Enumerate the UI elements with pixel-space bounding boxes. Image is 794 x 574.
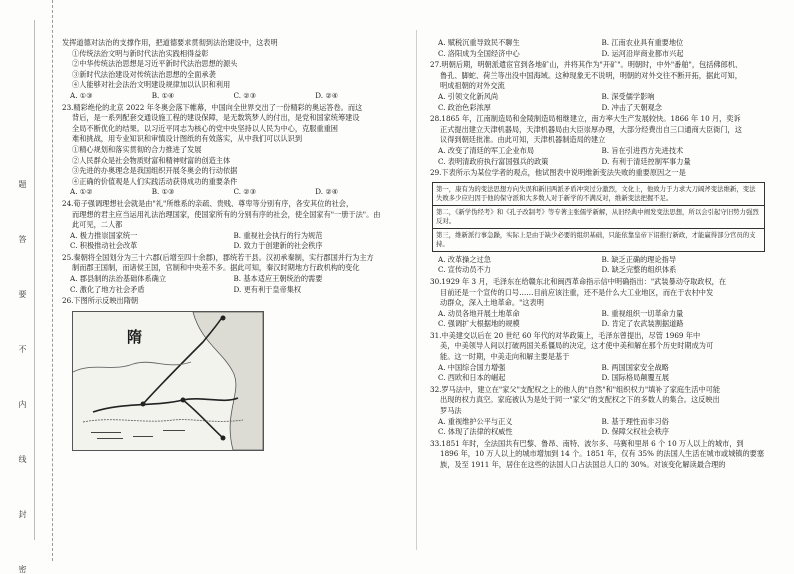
q24-stem: 而理想的君主应当运用礼法治理国家，使国家所有的分别有序的社会，使全国家有"一册于法"。由: [72, 209, 381, 219]
q33-stem: 族，及至 1911 年，居住在这些的法国人口占法国总人口的 30%。对该变化解读最合理的: [440, 460, 726, 469]
table-row: 第一，康有为的变法思想方向失误和新旧两派矛盾冲突过分激烈，文化上，他致力于力求大刀阔斧变法维新，变法失败多少应归因于他的保守派和大多数人对于新学的不满反对，维新变法把握不足。: [433, 183, 764, 206]
q29-stem: 29.下表所示为某位学者的观点，他试图表中说明维新变法失败的重要原因之一是: [430, 168, 686, 178]
question-30: [430, 277, 765, 330]
option-c[interactable]: C. 宣传动员不力: [438, 265, 491, 275]
option-b[interactable]: B. 基本适应王朝统治的需要: [233, 274, 323, 284]
option-d[interactable]: D. 缺乏完整的组织体系: [601, 265, 677, 275]
binding-label: 不: [18, 345, 27, 354]
question-24: [62, 199, 397, 252]
option-a[interactable]: A. 改革操之过急: [438, 254, 491, 264]
q22-item: ②中华传统法治思想是习近平新时代法治思想的源头: [72, 59, 238, 69]
table-row: 第二，《新学伪经考》和《孔子改制考》等专著主张儒学新解，从旧经典中阐发变法思想，所以会引起守旧势力强烈反对。: [433, 206, 764, 229]
binding-label: 内: [18, 400, 27, 409]
option-c[interactable]: C. 积极推动社会改革: [70, 241, 138, 251]
binding-label: 答: [18, 235, 27, 244]
q33-stem: 33.1851 年时，全法国共有巴黎、鲁昂、南特、波尔多、马赛和里昂 6 个 10 万人以上的城市，到: [430, 438, 744, 448]
q25-stem: 25.秦朝将全国划分为三十六郡(后增至四十余郡)，郡统若干县。汉初承秦制，实行郡国并行为主方: [62, 252, 374, 262]
city-marker: [221, 315, 226, 320]
q22-line: 发挥道德对法治的支撑作用，把道德要求贯彻到法治建设中，这表明: [62, 38, 278, 47]
option-b[interactable]: B. 深受儒学影响: [601, 91, 655, 101]
option-a[interactable]: A. ①③: [70, 90, 93, 100]
option-b[interactable]: B. 缺乏正确的理论指导: [601, 254, 677, 264]
map-texture: [91, 430, 185, 439]
q28-stem: 28.1865 年，江南制造局和金陵制造局相继建立，南方率大生产发展较快。1866 年 10 月，奕诉: [430, 114, 741, 124]
q23-item: ①精心规划和落实贯彻的合力推进了发展: [72, 144, 202, 154]
question-32: [430, 385, 765, 438]
option-a[interactable]: A. 引领文化新风尚: [438, 91, 499, 101]
binding-label: 密: [18, 565, 27, 574]
q32-stem: 32.罗马法中，建立在"家父"支配权之上的他人的"自然"和"组织权力"填补了家庭生活中可能: [430, 384, 721, 394]
q31-stem: 美，中美领导人间以打破两国关系僵局的决定，这才使中美和解在那个历史时期成为可: [440, 341, 714, 351]
option-b[interactable]: B. 两国国家安全战略: [601, 362, 669, 372]
q29-options: [430, 255, 765, 276]
q31-options: [430, 363, 765, 384]
option-d[interactable]: D. 肯定了农武装割据道路: [601, 319, 684, 329]
q24-stem: 24.荀子强调理想社会就是由"礼"所维系的亲疏、贵贱、尊卑等分别有序，各安其位的社会，: [62, 198, 354, 208]
map-title: 隋: [127, 327, 143, 346]
q26-stem: 26.下图所示反映出隋朝: [62, 296, 139, 306]
option-b[interactable]: B. 旨在引进西方先进技术: [601, 145, 684, 155]
q23-stem: 难和挑战，用专业知识和审慎设计图纸的有效落实，从中我们可以认识到: [72, 134, 303, 144]
q22-item: ①传统法治文明与新时代法治实践相得益彰: [72, 48, 209, 58]
q24-options: [62, 231, 397, 252]
map-graphic: [73, 312, 263, 450]
option-a[interactable]: A. 重视维护公平与正义: [438, 416, 513, 426]
option-c[interactable]: C. ②③: [233, 90, 257, 100]
q25-options: [62, 274, 397, 295]
left-column: [62, 38, 397, 451]
q22-options: [62, 91, 397, 102]
option-a[interactable]: A. 赋税沉重导致民不聊生: [438, 38, 520, 47]
q26-options: [430, 38, 765, 59]
q33-stem: 1896 年，10 万人以上的城市增加到 14 个。1851 年，仅有 35% 的法国人生活在城市或城镇的要塞: [440, 449, 765, 459]
binding-label: 题: [18, 180, 27, 189]
q30-stem: 动群众，深入土地革命。"这表明: [440, 298, 544, 308]
q31-stem: 31.中美建交以后在 20 世纪 60 年代的对华政策上，毛泽东曾提出，尽管 1969 年中: [430, 330, 701, 340]
option-a[interactable]: A. 中国综合国力增强: [438, 362, 506, 372]
option-b[interactable]: B. 江南农业具有重要地位: [601, 38, 684, 47]
option-b[interactable]: B. 基于理性而非习俗: [601, 416, 669, 426]
q23-options: [62, 187, 397, 198]
q25-stem: 制而郡王国制，而诸侯王国，官制和中央差不多。据此可知，秦汉时期地方行政机构的变化: [72, 263, 360, 273]
option-d[interactable]: D. ②④: [315, 90, 339, 100]
option-c[interactable]: C. 西欧和日本的崛起: [438, 373, 506, 383]
q24-stem: 此可见，二人都: [72, 220, 123, 230]
canal-line: [93, 398, 238, 412]
q27-options: [430, 92, 765, 113]
option-c[interactable]: C. 强调扩大根据地的规模: [438, 319, 520, 329]
question-29: [430, 168, 765, 276]
option-d[interactable]: D. 冲击了天朝观念: [601, 102, 662, 112]
q23-stem: 全局不断优化的结果。以习近平同志为核心的党中央坚持以人民为中心，克服重重困: [72, 123, 338, 133]
q28-options: [430, 146, 765, 167]
option-d[interactable]: D. 更有利于皇帝集权: [233, 284, 302, 294]
binding-label: 要: [18, 290, 27, 299]
q23-item: ②人民群众是社会物质财富和精神财富的创造主体: [72, 155, 231, 165]
option-b[interactable]: B. ①④: [151, 90, 175, 100]
option-a[interactable]: A. 动员各地开展土地革命: [438, 308, 520, 318]
option-c[interactable]: C. 激化了地方社会矛盾: [70, 284, 145, 294]
q22-item: ③新时代法治建设对传统法治思想的全面承袭: [72, 69, 216, 79]
option-a[interactable]: A. 极力推崇国家统一: [70, 230, 138, 240]
option-d[interactable]: D. 国际格局颠覆互展: [601, 373, 670, 383]
q23-stem: 23.精彩绝伦的北京 2022 年冬奥会落下帷幕，中国向全世界交出了一份精彩的奥运答卷。而这: [62, 102, 363, 112]
option-c[interactable]: C. 洛阳成为全国经济中心: [438, 48, 520, 58]
q27-stem: 27.明朝后期，明朝派遣宦官到各地矿山，并将其作为"开矿"。明朝时，中外"番舶"，包括佛郎机、: [430, 60, 743, 70]
option-a[interactable]: A. 郡县制的法治基础体系确立: [70, 274, 167, 284]
q29-table: [432, 182, 765, 252]
q23-stem: 背后，是一系列配套交通设施工程的建设保障，是无数筑梦人的付出，是党和国家统筹建设: [72, 113, 360, 123]
column-divider: [416, 30, 417, 550]
option-c[interactable]: C. 体现了法律的权威性: [438, 427, 513, 437]
option-b[interactable]: B. ①③: [151, 187, 175, 197]
binding-margin: [0, 0, 53, 574]
option-c[interactable]: C. 表明清政府执行富国强兵的政策: [438, 156, 549, 166]
q31-stem: 能。这一时期，中美走向和解主要是基于: [440, 352, 570, 362]
city-marker: [181, 397, 186, 402]
binding-label: 封: [18, 510, 27, 519]
question-28: [430, 114, 765, 167]
option-d[interactable]: D. 运河沿岸商业都市兴起: [601, 48, 684, 58]
option-d[interactable]: D. 保障父权社会秩序: [601, 427, 670, 437]
q32-stem: 出现的权力真空。家庭被认为是处于同一"家父"的支配权之下的多数人的集合。这反映出: [440, 395, 720, 405]
question-33: [430, 439, 765, 471]
option-b[interactable]: B. 重视社会执行的行为规范: [233, 230, 323, 240]
binding-label: 线: [18, 455, 27, 464]
q30-stem: 目前还是一个宣传的口号……目前应该注重，还不是什么大工业地区，而在于农村中发: [440, 287, 714, 297]
q23-item: ④正确的价值观是人们实践活动获得成功的重要条件: [72, 176, 238, 186]
right-column: [430, 38, 765, 471]
river-line: [83, 419, 243, 421]
q28-stem: 议得到朝廷批准。由此可知，天津机器制造局的建立: [440, 135, 606, 145]
option-b[interactable]: B. 重视组织一切革命力量: [601, 308, 684, 318]
q32-stem: 罗马法: [440, 406, 462, 416]
question-26: [62, 296, 397, 451]
binding-rule: [34, 20, 35, 540]
option-d[interactable]: D. ②④: [315, 187, 339, 197]
q28-stem: 正式提出建立天津机器局，天津机器局由大臣崇厚办理，大部分经费出自三口通商大臣衙门，这: [440, 124, 742, 134]
sui-canal-map: [72, 311, 264, 451]
q32-options: [430, 417, 765, 438]
q27-stem: 明成祖朝的对外交流: [440, 81, 505, 91]
city-marker: [141, 401, 146, 406]
option-a[interactable]: A. ①②: [70, 187, 93, 197]
q27-stem: 鲁孔、脚蛇、荷兰等出没中国海域。这种现象无不说明，明朝的对外交往不断开拓，据此可知，: [440, 70, 742, 80]
canal-line-south: [183, 400, 223, 438]
river-line-north: [73, 362, 191, 372]
q30-stem: 30.1929 年 3 月，毛泽东在给赣东北和闽西革命指示信中明确指出："武装暴动夺取政权，在: [430, 276, 727, 286]
q22-item: ④人能够对社会法治文明建设规律加以认识和利用: [72, 80, 231, 90]
sea-area: [193, 312, 263, 450]
binding-labels: [14, 180, 28, 574]
q23-item: ③先进的办奥理念是我国组织开展冬奥会的行动依据: [72, 166, 238, 176]
question-23: [62, 103, 397, 198]
q30-options: [430, 309, 765, 330]
city-marker: [221, 435, 226, 440]
option-d[interactable]: D. 致力于创建新的社会秩序: [233, 241, 323, 251]
option-d[interactable]: D. 有利于清廷控制军事力量: [601, 156, 691, 166]
option-c[interactable]: C. ②③: [233, 187, 257, 197]
question-27: [430, 60, 765, 113]
question-31: [430, 331, 765, 384]
question-25: [62, 253, 397, 295]
option-c[interactable]: C. 政治色彩浓厚: [438, 102, 491, 112]
option-a[interactable]: A. 改变了清廷的军工企业布局: [438, 145, 535, 155]
table-row: 第三，维新派行事急躁，实际上是由于缺少必要的组织基础，只能依靠皇帝下诏推行新政，才能赢得部分官员的支持。: [436, 230, 756, 248]
